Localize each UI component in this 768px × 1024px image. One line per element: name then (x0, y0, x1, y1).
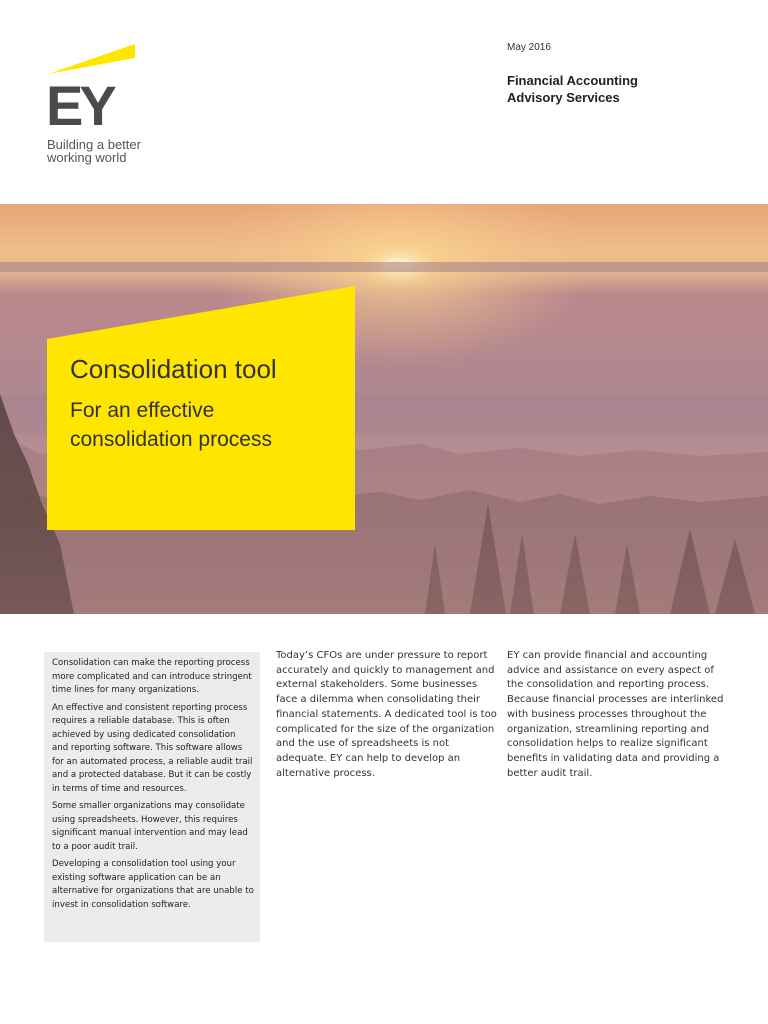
body-paragraph-1: Today’s CFOs are under pressure to report accurately and quickly to management and external stakeholders. Some businesses face a dilemma when consolidating their financial statements. A dedicated tool is too complicated for the size of the organization and the use of spreadsheets is not adequate. EY can help to develop an alternative process. (276, 650, 497, 779)
sidebar-paragraph: Developing a consolidation tool using your existing software application can be an alternative for organizations that are unable to invest in consolidation software. (52, 859, 254, 910)
ey-logo (46, 42, 176, 167)
service-line-2: Advisory Services (507, 90, 620, 105)
body-column-2 (507, 649, 729, 781)
body-paragraph-2: EY can provide financial and accounting advice and assistance on every aspect of the consolidation and reporting process. Because financial processes are interlinked with business processes throughout the organization, streamlining reporting and consolidation helps to realize significant benefits in validating data and providing a better audit trail. (507, 650, 724, 779)
service-line (507, 72, 707, 106)
body-column-1 (276, 649, 498, 781)
document-subtitle: For an effective consolidation process (70, 399, 272, 451)
logo-tagline: Building a better working world (47, 137, 141, 165)
sidebar-paragraph: Some smaller organizations may consolidate using spreadsheets. However, this requires significant manual intervention and may lead to a poor audit trail. (52, 801, 248, 852)
document-title: Consolidation tool (70, 354, 277, 384)
sidebar-box (44, 652, 260, 942)
sidebar-paragraph: An effective and consistent reporting process requires a reliable database. This is often achieved by using dedicated consolidation and reporting software. This software allows for an automated process, a reliable audit trail and a protected database. But it can be costly in terms of time and resources. (52, 702, 253, 794)
service-line-1: Financial Accounting (507, 73, 638, 88)
ey-beam-icon (46, 42, 138, 76)
title-panel (47, 286, 355, 530)
sidebar-paragraph: Consolidation can make the reporting process more complicated and can introduce stringent time lines for many organizations. (52, 658, 252, 695)
logo-wordmark: EY (46, 74, 113, 137)
publication-date: May 2016 (507, 42, 551, 53)
